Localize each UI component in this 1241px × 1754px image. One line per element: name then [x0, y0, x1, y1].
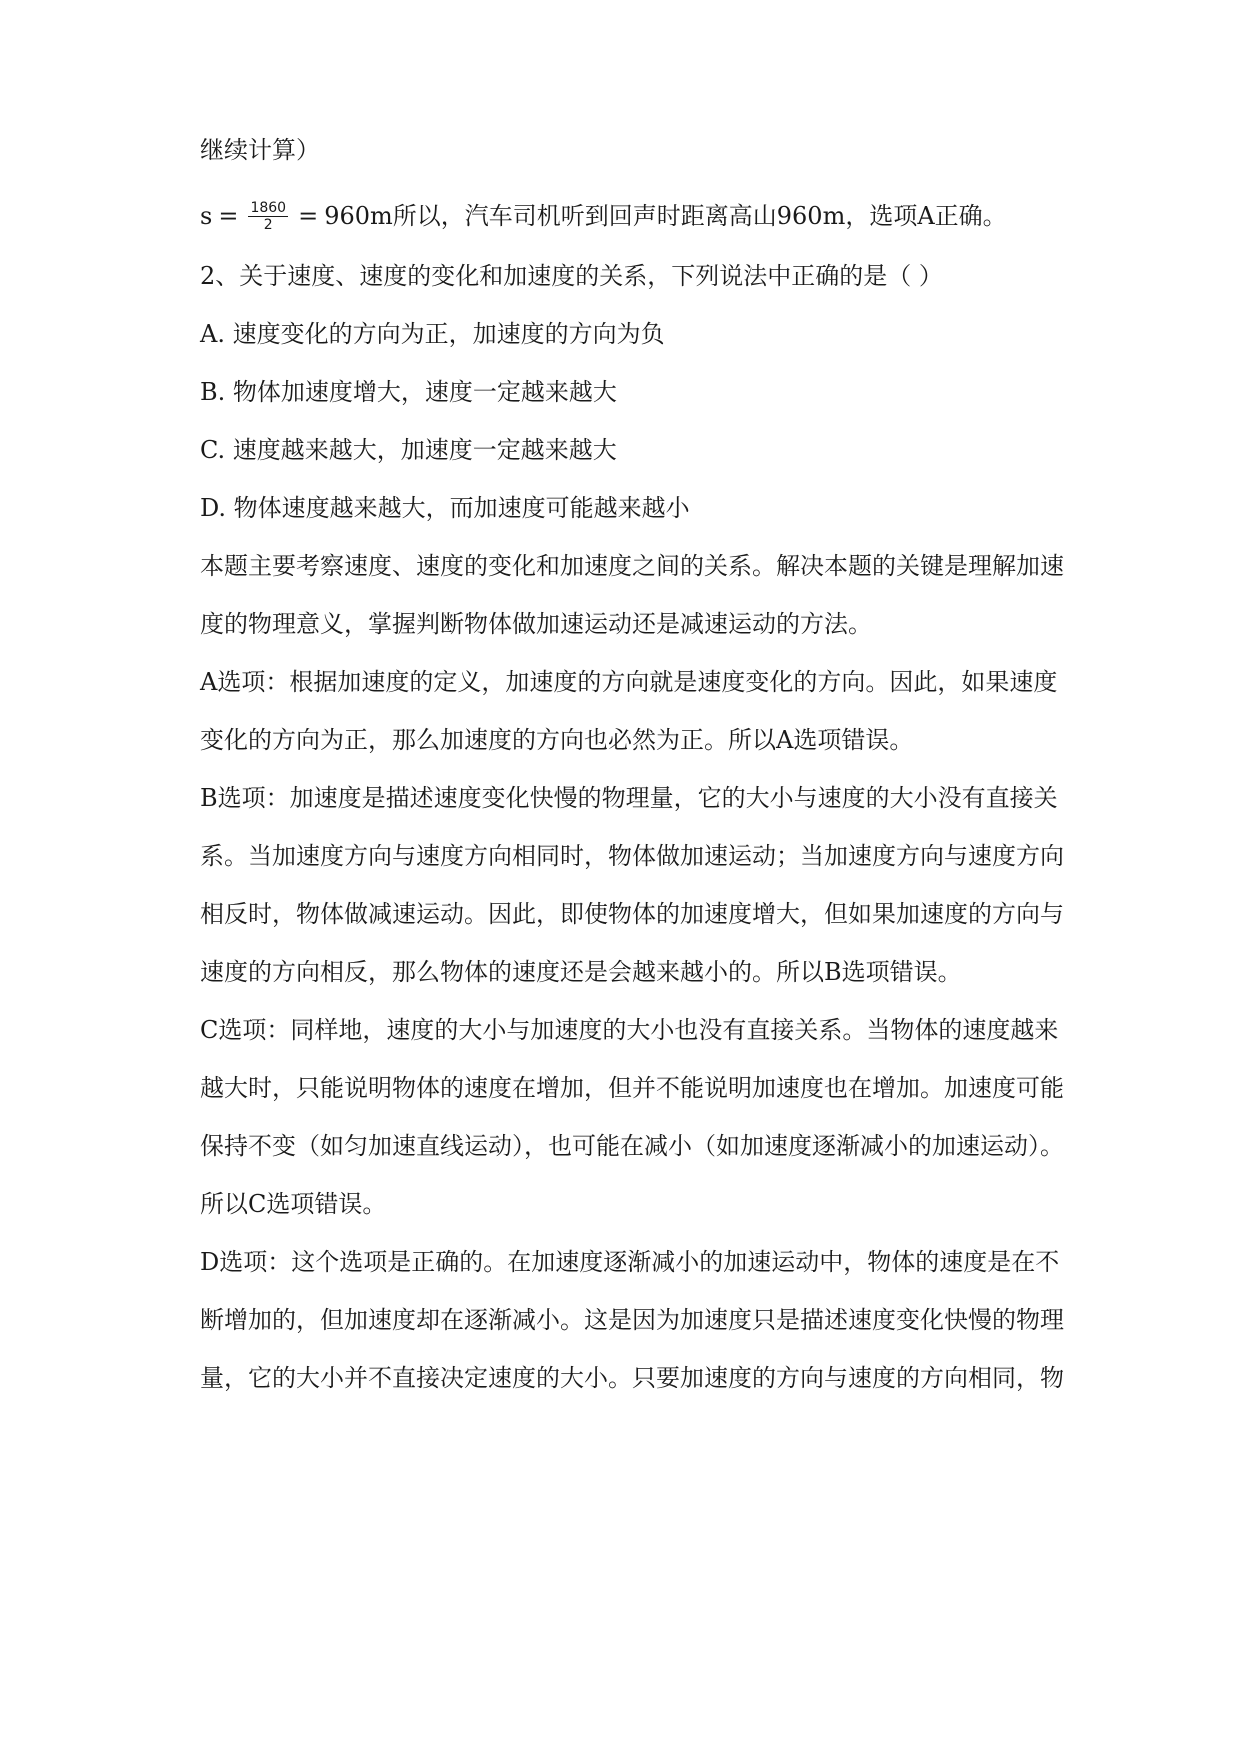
- fraction: [248, 200, 288, 233]
- option-b: B. 物体加速度增大，速度一定越来越大: [200, 378, 617, 406]
- option-a: A. 速度变化的方向为正，加速度的方向为负: [200, 320, 665, 348]
- text-line: D选项：这个选项是正确的。在加速度逐渐减小的加速运动中，物体的速度是在不: [200, 1248, 1060, 1276]
- fraction-denominator: 2: [263, 216, 273, 233]
- text-line: 本题主要考察速度、速度的变化和加速度之间的关系。解决本题的关键是理解加速: [200, 552, 1064, 580]
- formula-lhs: s: [200, 202, 213, 230]
- text-line: 度的物理意义，掌握判断物体做加速运动还是减速运动的方法。: [200, 610, 872, 638]
- formula-equals: =: [218, 202, 239, 230]
- text-line: 变化的方向为正，那么加速度的方向也必然为正。所以A选项错误。: [200, 726, 914, 754]
- text-line: 相反时，物体做减速运动。因此，即使物体的加速度增大，但如果加速度的方向与: [200, 900, 1064, 928]
- formula-line: [200, 196, 1007, 236]
- formula-text: 所以，汽车司机听到回声时距离高山960m，选项A正确。: [392, 202, 1007, 230]
- text-line: A选项：根据加速度的定义，加速度的方向就是速度变化的方向。因此，如果速度: [200, 668, 1058, 696]
- text-line: 保持不变（如匀加速直线运动），也可能在减小（如加速度逐渐减小的加速运动）。: [200, 1132, 1064, 1160]
- text-line: C选项：同样地，速度的大小与加速度的大小也没有直接关系。当物体的速度越来: [200, 1016, 1059, 1044]
- text-line: 量，它的大小并不直接决定速度的大小。只要加速度的方向与速度的方向相同，物: [200, 1364, 1064, 1392]
- option-d: D. 物体速度越来越大，而加速度可能越来越小: [200, 494, 690, 522]
- text-line: 所以C选项错误。: [200, 1190, 387, 1218]
- text-line: 速度的方向相反，那么物体的速度还是会越来越小的。所以B选项错误。: [200, 958, 962, 986]
- text-line: 越大时，只能说明物体的速度在增加，但并不能说明加速度也在增加。加速度可能: [200, 1074, 1064, 1102]
- text-line: 断增加的，但加速度却在逐渐减小。这是因为加速度只是描述速度变化快慢的物理: [200, 1306, 1064, 1334]
- formula-result: 960m: [324, 202, 393, 230]
- text-line: B选项：加速度是描述速度变化快慢的物理量，它的大小与速度的大小没有直接关: [200, 784, 1058, 812]
- question-stem: 2、关于速度、速度的变化和加速度的关系，下列说法中正确的是（ ）: [200, 262, 943, 290]
- option-c: C. 速度越来越大，加速度一定越来越大: [200, 436, 617, 464]
- text-line: 系。当加速度方向与速度方向相同时，物体做加速运动；当加速度方向与速度方向: [200, 842, 1064, 870]
- text-line: 继续计算）: [200, 136, 320, 164]
- formula-equals-2: =: [298, 202, 319, 230]
- fraction-numerator: 1860: [250, 199, 287, 216]
